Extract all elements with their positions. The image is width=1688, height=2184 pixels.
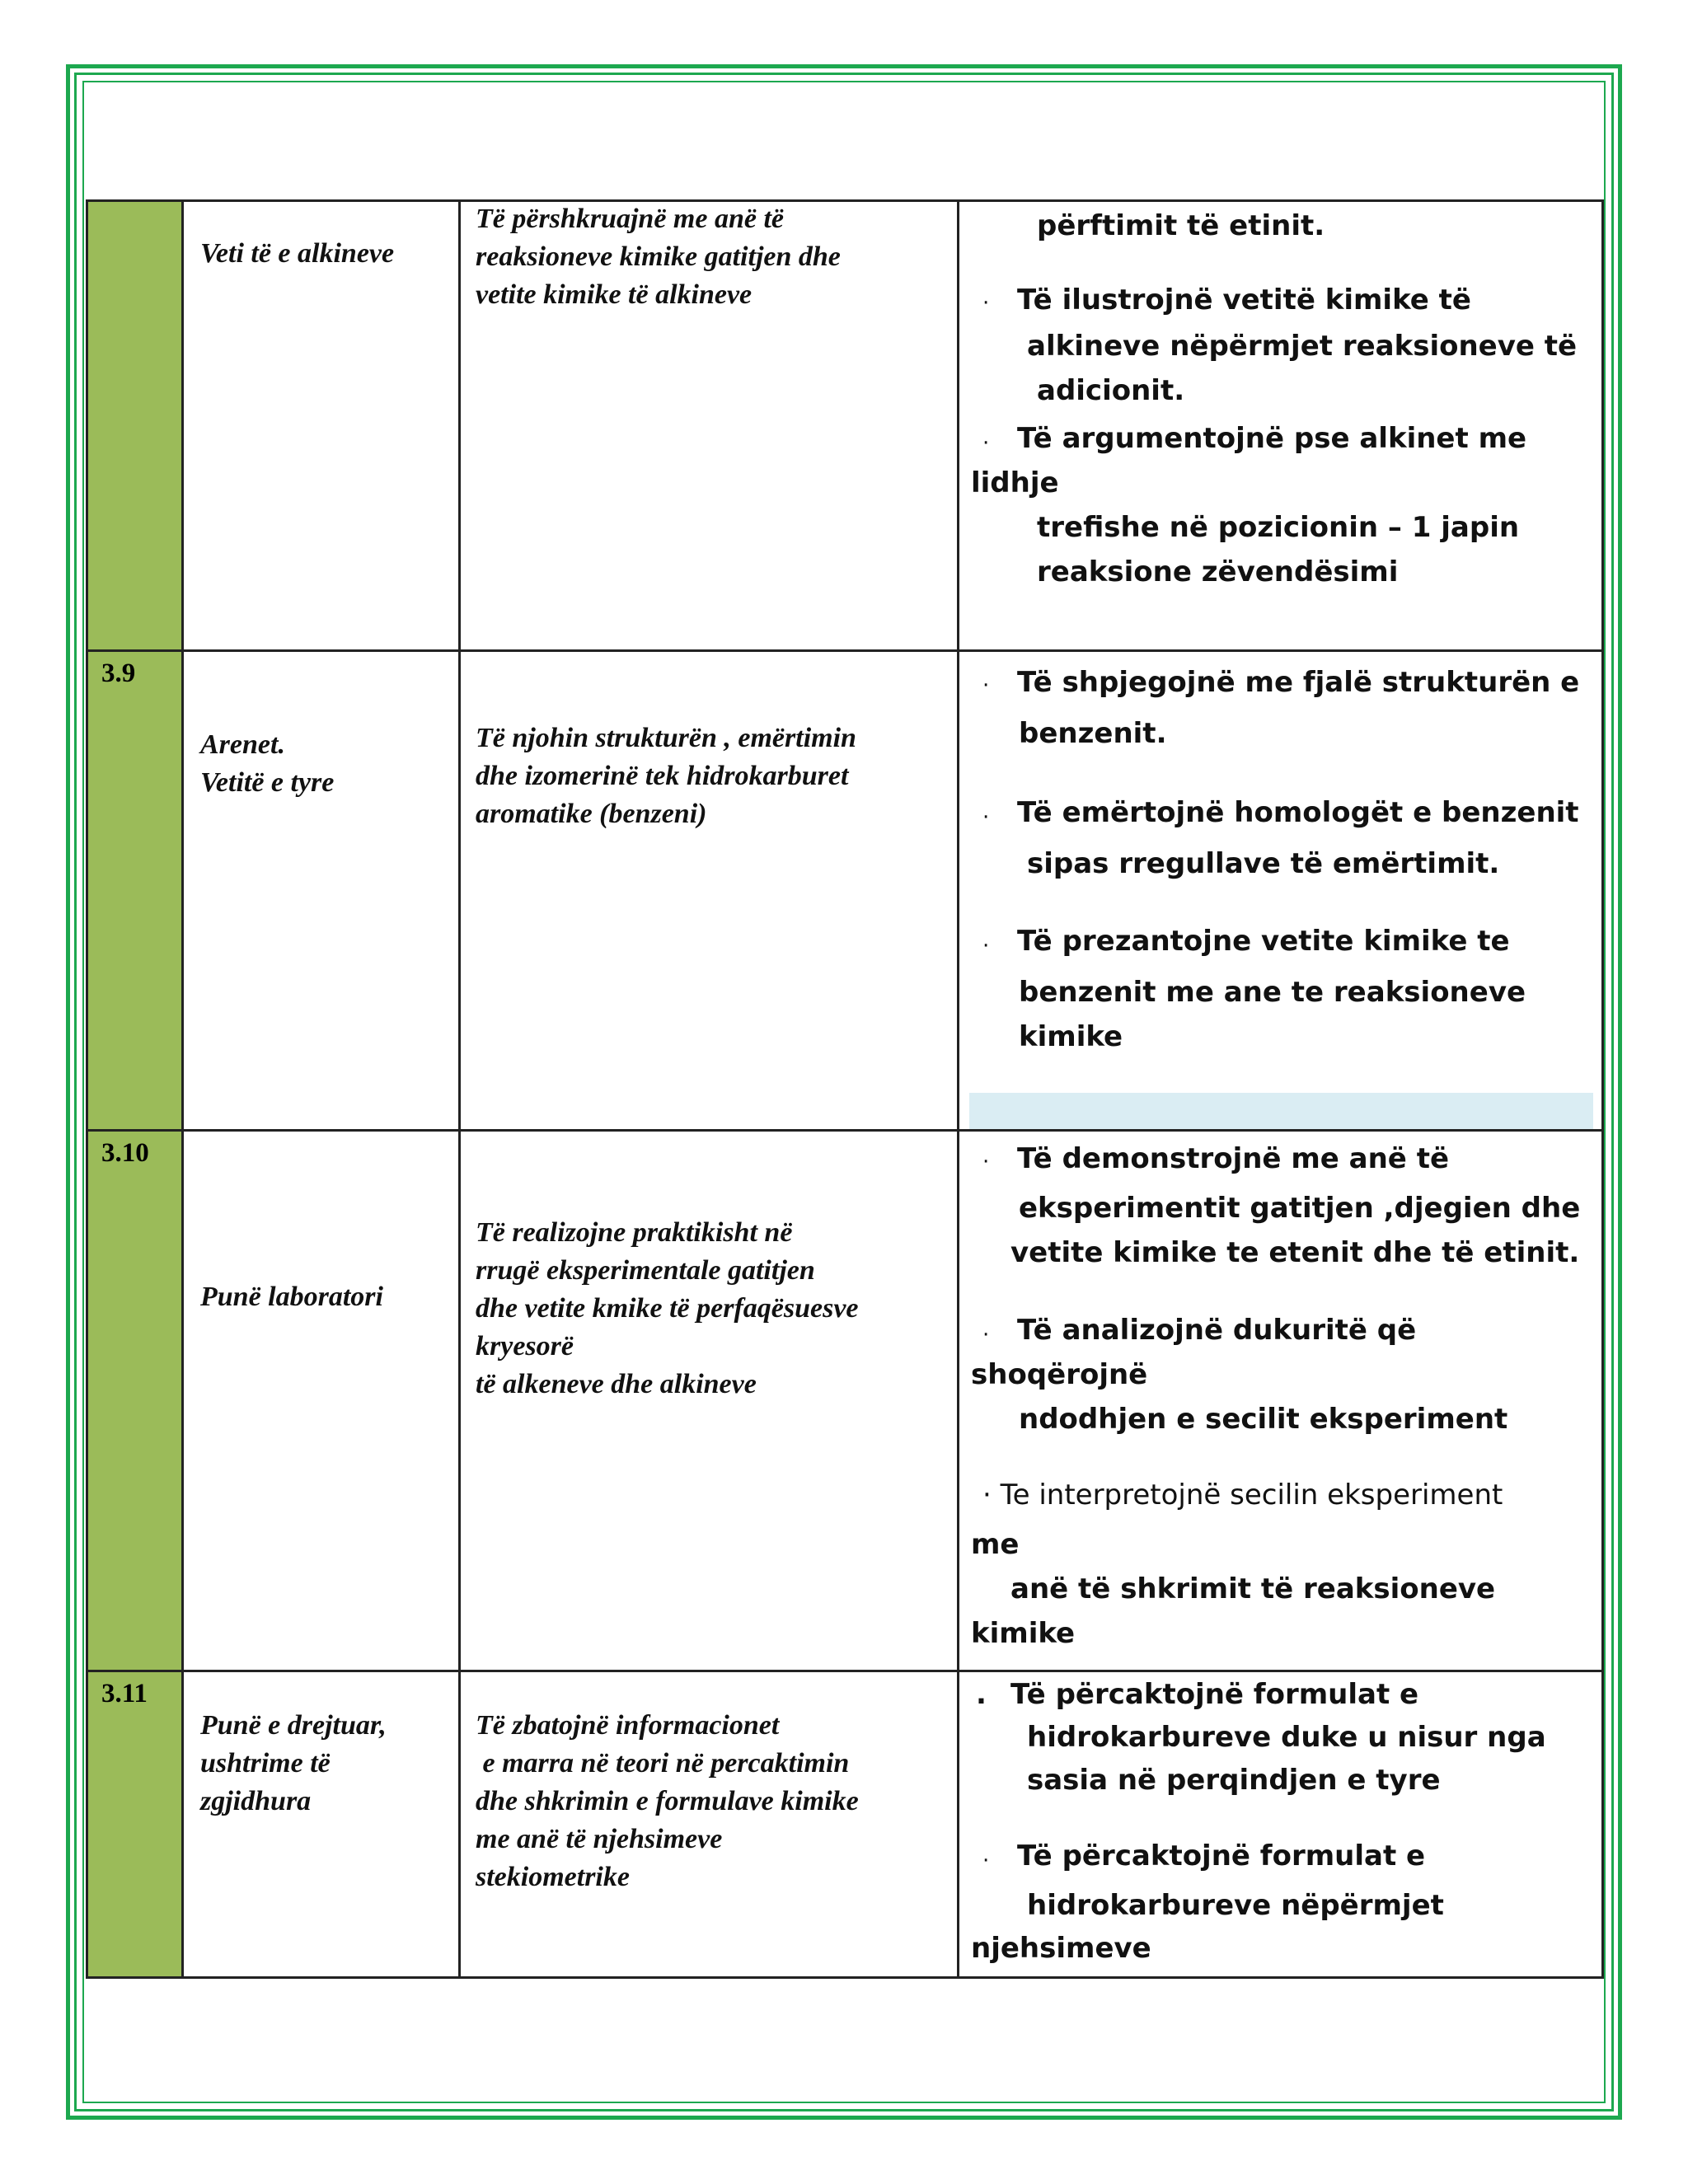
goal-line: e marra në teori në percaktimin (476, 1748, 850, 1779)
lesson-plan-table (86, 199, 1604, 1979)
objective-line: Të demonstrojnë me anë të (1017, 1142, 1450, 1175)
bullet-icon: · (982, 291, 990, 316)
shaded-band (969, 1093, 1593, 1129)
objective-line: njehsimeve (971, 1932, 1151, 1965)
bullet-icon: · (982, 1849, 990, 1873)
table-row (87, 201, 1603, 651)
bullet-icon: · (982, 934, 990, 958)
topic-line: Vetitë e tyre (200, 767, 335, 798)
lesson-goal (460, 1131, 959, 1671)
objective-line: hidrokarbureve duke u nisur nga (1027, 1721, 1546, 1754)
goal-line: dhe vetite kmike të perfaqësuesve (476, 1293, 859, 1324)
objective-line: sipas rregullave të emërtimit. (1027, 847, 1500, 880)
lesson-topic (183, 1671, 460, 1978)
table-row (87, 1671, 1603, 1978)
objective-line: Të argumentojnë pse alkinet me (1017, 422, 1527, 455)
objective-line: alkineve nëpërmjet reaksioneve të (1027, 330, 1578, 363)
goal-line: dhe shkrimin e formulave kimike (476, 1786, 859, 1816)
goal-line: vetite kimike të alkineve (476, 279, 753, 310)
topic-line: zgjidhura (200, 1786, 312, 1816)
objective-line: Të analizojnë dukuritë që (1017, 1314, 1417, 1347)
goal-line: reaksioneve kimike gatitjen dhe (476, 241, 841, 272)
table-row (87, 651, 1603, 1131)
goal-line: rrugë eksperimentale gatitjen (476, 1255, 815, 1286)
bullet-icon: · (982, 1323, 990, 1347)
topic-line: Punë e drejtuar, (200, 1710, 387, 1741)
objective-line: Të prezantojne vetite kimike te (1017, 925, 1510, 958)
objective-line: Të përcaktojnë formulat e (1010, 1678, 1419, 1711)
objective-line: Të përcaktojnë formulat e (1017, 1840, 1426, 1872)
lesson-topic (183, 1131, 460, 1671)
goal-line: me anë të njehsimeve (476, 1824, 723, 1854)
objective-line: benzenit me ane te reaksioneve (1019, 976, 1526, 1009)
goal-line: stekiometrike (476, 1862, 630, 1892)
objective-line: · Te interpretojnë secilin eksperiment (982, 1479, 1503, 1511)
objective-line: me (971, 1528, 1020, 1561)
lesson-objectives (959, 651, 1603, 1131)
objective-line: Të shpjegojnë me fjalë strukturën e (1017, 666, 1580, 699)
objective-line: kimike (1019, 1020, 1123, 1053)
goal-line: dhe izomerinë tek hidrokarburet (476, 761, 849, 791)
objective-line: Të emërtojnë homologët e benzenit (1017, 796, 1579, 829)
objective-line: reaksione zëvendësimi (1037, 555, 1399, 588)
objective-line: sasia në perqindjen e tyre (1027, 1764, 1441, 1797)
objective-line: eksperimentit gatitjen ,djegien dhe (1019, 1192, 1581, 1225)
objective-line: ndodhjen e secilit eksperiment (1019, 1403, 1508, 1436)
goal-line: aromatike (benzeni) (476, 799, 707, 829)
goal-line: kryesorë (476, 1331, 574, 1361)
table-row (87, 1131, 1603, 1671)
lesson-number: 3.11 (87, 1671, 183, 1978)
goal-line: Të përshkruajnë me anë të (476, 204, 784, 234)
topic-line: Punë laboratori (200, 1282, 383, 1312)
lesson-objectives (959, 201, 1603, 651)
goal-line: Të zbatojnë informacionet (476, 1710, 780, 1741)
objective-line: hidrokarbureve nëpërmjet (1027, 1889, 1444, 1922)
lesson-objectives (959, 1131, 1603, 1671)
bullet-icon: · (982, 1150, 990, 1174)
topic-line: Arenet. (200, 729, 285, 760)
objective-line: kimike (971, 1617, 1076, 1650)
objective-line: vetite kimike te etenit dhe të etinit. (1010, 1236, 1580, 1269)
objective-line: trefishe në pozicionin – 1 japin (1037, 511, 1520, 544)
bullet-icon: . (976, 1678, 987, 1711)
topic-line: Veti të e alkineve (200, 238, 395, 269)
objective-line: adicionit. (1037, 374, 1185, 407)
lesson-goal (460, 1671, 959, 1978)
objective-line: shoqërojnë (971, 1358, 1148, 1391)
goal-line: të alkeneve dhe alkineve (476, 1369, 757, 1399)
bullet-icon: · (982, 431, 990, 456)
objective-line: anë të shkrimit të reaksioneve (1010, 1572, 1496, 1605)
topic-line: ushtrime të (200, 1748, 331, 1779)
lesson-number: 3.10 (87, 1131, 183, 1671)
bullet-icon: · (982, 673, 990, 698)
lesson-objectives (959, 1671, 1603, 1978)
objective-line: Të ilustrojnë vetitë kimike të (1017, 284, 1471, 316)
goal-line: Të njohin strukturën , emërtimin (476, 723, 856, 753)
goal-line: Të realizojne praktikisht në (476, 1217, 793, 1248)
objective-line: lidhje (971, 466, 1059, 499)
lesson-number: 3.9 (87, 651, 183, 1131)
objective-line: benzenit. (1019, 717, 1167, 750)
objective-line: përftimit të etinit. (1037, 209, 1325, 242)
lesson-goal (460, 201, 959, 651)
lesson-number (87, 201, 183, 651)
bullet-icon: · (982, 805, 990, 830)
lesson-goal (460, 651, 959, 1131)
lesson-topic (183, 201, 460, 651)
lesson-topic (183, 651, 460, 1131)
